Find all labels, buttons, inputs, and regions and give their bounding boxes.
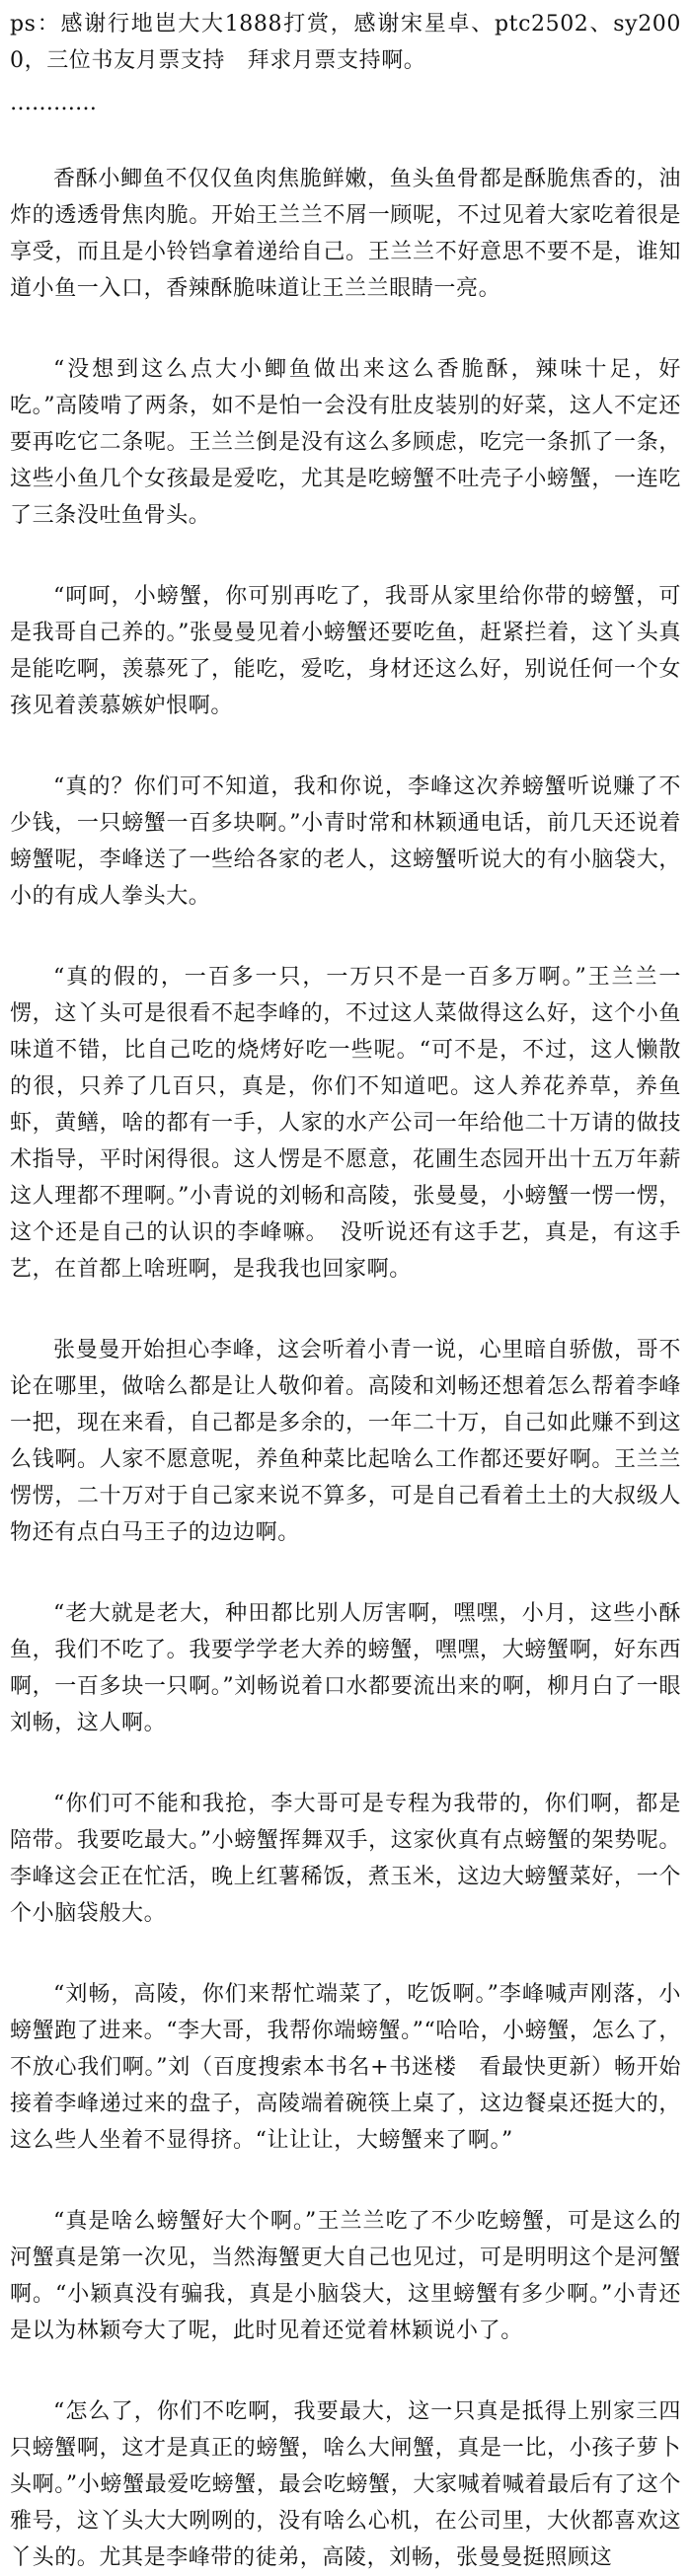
paragraph: “真的？你们可不知道，我和你说，李峰这次养螃蟹听说赚了不少钱，一只螃蟹一百多块啊。”小青时常和林颖通电话，前几天还说着螃蟹呢，李峰送了一些给各家的老人，这螃蟹听说大的有小脑袋大，小的有成人拳头大。: [10, 774, 681, 909]
author-note: ps：感谢行地岜大大1888打赏，感谢宋星卓、ptc2502、sy2000，三位书友月票支持 拜求月票支持啊。: [10, 12, 681, 73]
paragraph: 张曼曼开始担心李峰，这会听着小青一说，心里暗自骄傲，哥不论在哪里，做啥么都是让人敬仰着。高陵和刘畅还想着怎么帮着李峰一把，现在来看，自己都是多余的，一年二十万，自己如此赚不到这么钱啊。人家不愿意呢，养鱼种菜比起啥么工作都还要好啊。王兰兰愣愣，二十万对于自己家来说不算多，可是自己看着土土的大叔级人物还有点白马王子的边边啊。: [10, 1338, 681, 1545]
paragraph: “真是啥么螃蟹好大个啊。”王兰兰吃了不少吃螃蟹，可是这么的河蟹真是第一次见，当然海蟹更大自己也见过，可是明明这个是河蟹啊。“小颖真没有骗我，真是小脑袋大，这里螃蟹有多少啊。”小青还是以为林颖夸大了呢，此时见着还觉着林颖说小了。: [10, 2209, 681, 2343]
paragraph: “你们可不能和我抢，李大哥可是专程为我带的，你们啊，都是陪带。我要吃最大。”小螃蟹挥舞双手，这家伙真有点螃蟹的架势呢。李峰这会正在忙活，晚上红薯稀饭，煮玉米，这边大螃蟹菜好，一个个小脑袋般大。: [10, 1792, 681, 1926]
paragraph: “老大就是老大，种田都比别人厉害啊，嘿嘿，小月，这些小酥鱼，我们不吃了。我要学学老大养的螃蟹，嘿嘿，大螃蟹啊，好东西啊，一百多块一只啊。”刘畅说着口水都要流出来的啊，柳月白了一眼刘畅，这人啊。: [10, 1601, 681, 1735]
paragraph: “没想到这么点大小鲫鱼做出来这么香脆酥，辣味十足，好吃。”高陵啃了两条，如不是怕一会没有肚皮装别的好菜，这人不定还要再吃它二条呢。王兰兰倒是没有这么多顾虑，吃完一条抓了一条，这些小鱼几个女孩最是爱吃，尤其是吃螃蟹不吐壳子小螃蟹，一连吃了三条没吐鱼骨头。: [10, 357, 681, 528]
section-divider: …………: [10, 91, 97, 115]
paragraph: “呵呵，小螃蟹，你可别再吃了，我哥从家里给你带的螃蟹，可是我哥自己养的。”张曼曼见着小螃蟹还要吃鱼，赶紧拦着，这丫头真是能吃啊，羡慕死了，能吃，爱吃，身材还这么好，别说任何一个女孩见着羡慕嫉妒恨啊。: [10, 584, 681, 718]
paragraph: 香酥小鲫鱼不仅仅鱼肉焦脆鲜嫩，鱼头鱼骨都是酥脆焦香的，油炸的透透骨焦肉脆。开始王兰兰不屑一顾呢，不过见着大家吃着很是享受，而且是小铃铛拿着递给自己。王兰兰不好意思不要不是，谁知道小鱼一入口，香辣酥脆味道让王兰兰眼睛一亮。: [10, 167, 681, 301]
paragraph: “真的假的，一百多一只，一万只不是一百多万啊。”王兰兰一愣，这丫头可是很看不起李峰的，不过这人菜做得这么好，这个小鱼味道不错，比自己吃的烧烤好吃一些呢。“可不是，不过，这人懒散的很，只养了几百只，真是，你们不知道吧。这人养花养草，养鱼虾，黄鳝，啥的都有一手，人家的水产公司一年给他二十万请的做技术指导，平时闲得很。这人愣是不愿意，花圃生态园开出十五万年薪这人理都不理啊。”小青说的刘畅和高陵，张曼曼，小螃蟹一愣一愣，这个还是自己的认识的李峰嘛。 没听说还有这手艺，真是，有这手艺，在首都上啥班啊，是我我也回家啊。: [10, 965, 681, 1282]
paragraph: “刘畅，高陵，你们来帮忙端菜了，吃饭啊。”李峰喊声刚落，小螃蟹跑了进来。“李大哥，我帮你端螃蟹。”“哈哈，小螃蟹，怎么了，不放心我们啊。”刘（百度搜索本书名+书迷楼 看最快更新）畅开始接着李峰递过来的盘子，高陵端着碗筷上桌了，这边餐桌还挺大的，这么些人坐着不显得挤。“让让让，大螃蟹来了啊。”: [10, 1982, 681, 2153]
paragraph: “怎么了，你们不吃啊，我要最大，这一只真是抵得上别家三四只螃蟹啊，这才是真正的螃蟹，啥么大闸蟹，真是一比，小孩子萝卜头啊。”小螃蟹最爱吃螃蟹，最会吃螃蟹，大家喊着喊着最后有了这个雅号，这丫头大大咧咧的，没有啥么心机，在公司里，大伙都喜欢这丫头的。尤其是李峰带的徒弟，高陵，刘畅，张曼曼挺照顾这: [10, 2399, 681, 2570]
